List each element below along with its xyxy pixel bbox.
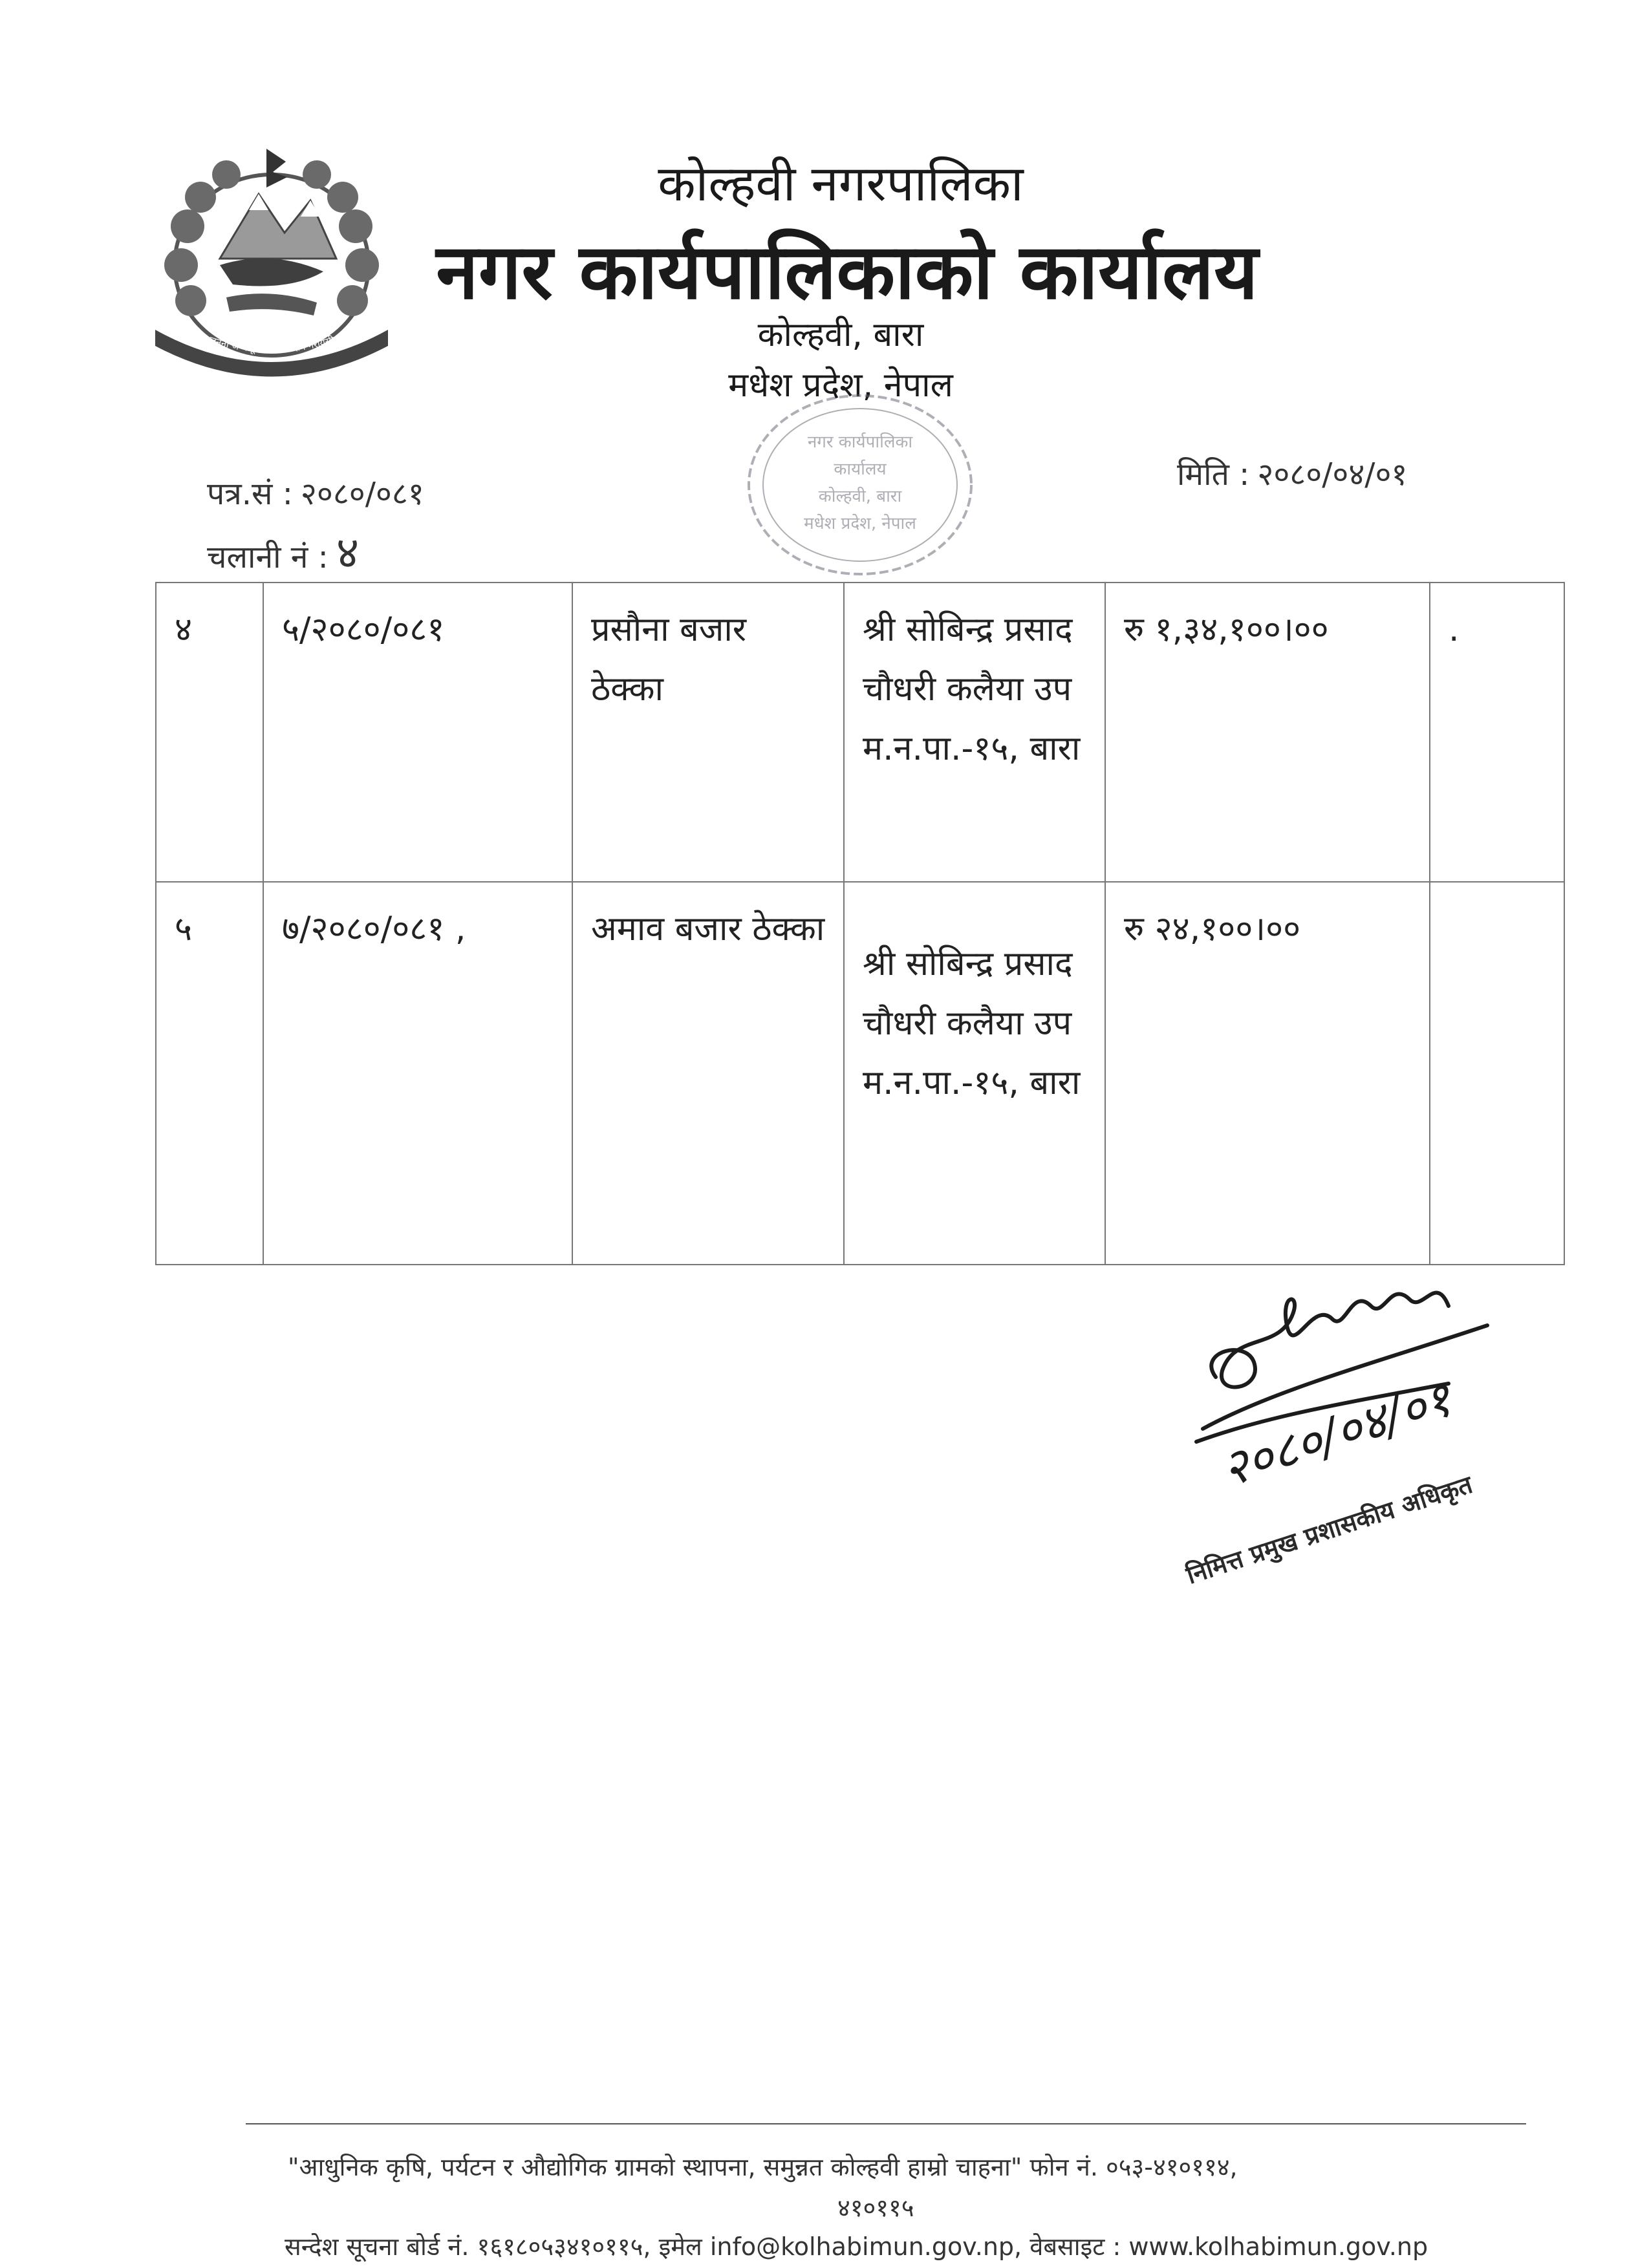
contractor-cell: श्री सोबिन्द्र प्रसाद चौधरी कलैया उप म.न.पा.-१५, बारा xyxy=(844,882,1105,1265)
dispatch-number-label: चलानी नं : xyxy=(207,539,329,575)
contract-table xyxy=(155,582,1565,1265)
amount-cell: रु १,३४,१००।०० xyxy=(1105,583,1430,882)
nepal-emblem-icon xyxy=(129,136,414,394)
office-location: कोल्हवी, बारा xyxy=(757,316,924,354)
dispatch-number xyxy=(207,520,359,581)
letter-number-label: पत्र.सं : xyxy=(207,476,293,512)
remarks-cell: . xyxy=(1430,583,1564,882)
letter-date-value: २०८०/०४/०१ xyxy=(1257,456,1408,493)
letter-date xyxy=(1177,453,1407,495)
office-province: मधेश प्रदेश, नेपाल xyxy=(728,366,953,405)
reference-number-cell: ७/२०८०/०८१ , xyxy=(263,882,572,1265)
letter-number xyxy=(207,472,424,514)
contractor-cell: श्री सोबिन्द्र प्रसाद चौधरी कलैया उप म.न.पा.-१५, बारा xyxy=(844,583,1105,882)
footer-phone: ४१०११५ xyxy=(837,2194,914,2222)
amount-cell: रु २४,१००।०० xyxy=(1105,882,1430,1265)
footer-contact: सन्देश सूचना बोर्ड नं. १६१८०५३४१०११५, इमेल info@kolhabimun.gov.np, वेबसाइट : www.kolhabimun.gov.np xyxy=(285,2232,1428,2261)
table-row xyxy=(156,583,1564,882)
svg-text:जननी जन्मभूमिश्च स्वर्गादपि गर xyxy=(208,334,336,355)
signature-date xyxy=(1214,1369,1460,1498)
dispatch-number-value: ४ xyxy=(336,528,360,579)
remarks-cell xyxy=(1430,882,1564,1265)
contract-name-cell: अमाव बजार ठेक्का xyxy=(572,882,844,1265)
footer-motto: "आधुनिक कृषि, पर्यटन र औद्योगिक ग्रामको स्थापना, समुन्नत कोल्हवी हाम्रो चाहना" फोन नं. ०५३-४१०११४, xyxy=(288,2153,1238,2181)
stamp-line-4: मधेश प्रदेश, नेपाल xyxy=(804,514,916,533)
office-title: नगर कार्यपालिकाको कार्यालय xyxy=(436,227,1258,316)
office-seal-stamp xyxy=(737,388,983,582)
contract-name-cell: प्रसौना बजार ठेक्का xyxy=(572,583,844,882)
stamp-line-1: नगर कार्यपालिका xyxy=(807,433,913,452)
stamp-line-2: कार्यालय xyxy=(834,460,887,479)
municipality-name: कोल्हवी नगरपालिका xyxy=(658,155,1024,212)
footer-divider xyxy=(246,2123,1526,2124)
stamp-line-3: कोल्हवी, बारा xyxy=(818,487,902,506)
letter-date-label: मिति : xyxy=(1177,456,1250,493)
table-row xyxy=(156,882,1564,1265)
signature-date-text: २०८०/०४/०१ xyxy=(1214,1369,1458,1499)
signature-block xyxy=(1177,1235,1552,1616)
signature-designation xyxy=(1182,1470,1477,1591)
serial-number-cell: ४ xyxy=(156,583,263,882)
reference-number-cell: ५/२०८०/०८१ xyxy=(263,583,572,882)
letter-number-value: २०८०/०८१ xyxy=(300,476,424,512)
emblem-motto: जननी जन्मभूमिश्च स्वर्गादपि गरीयसी xyxy=(208,334,336,356)
serial-number-cell: ५ xyxy=(156,882,263,1265)
signatory-designation: निमित्त प्रमुख प्रशासकीय अधिकृत xyxy=(1183,1470,1476,1590)
